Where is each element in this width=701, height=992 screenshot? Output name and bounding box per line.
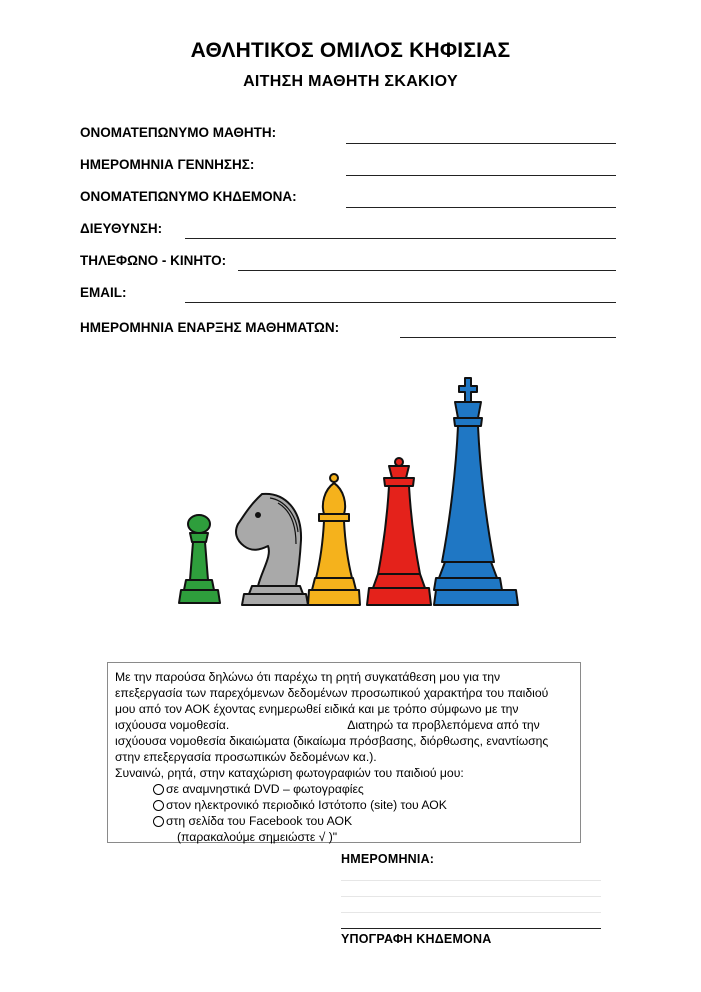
phone-label: ΤΗΛΕΦΩΝΟ - ΚΙΝΗΤΟ: [80, 253, 227, 268]
consent-note: (παρακαλούμε σημειώστε √ )" [177, 830, 338, 844]
option-circle-icon[interactable] [153, 784, 164, 795]
guardian-name-label: ΟΝΟΜΑΤΕΠΩΝΥΜΟ ΚΗΔΕΜΟΝΑ: [80, 189, 297, 204]
consent-text: Διατηρώ τα προβλεπόμενα από την [347, 718, 540, 732]
option-label: στον ηλεκτρονικό περιοδικό Ιστότοπο (site) του ΑΟΚ [166, 798, 447, 812]
address-label: ΔΙΕΥΘΥΝΣΗ: [80, 221, 163, 236]
pawn-icon [179, 515, 220, 603]
option-label: στη σελίδα του Facebook του ΑΟΚ [166, 814, 353, 828]
option-circle-icon[interactable] [153, 816, 164, 827]
consent-option-dvd[interactable] [115, 781, 580, 797]
king-icon [434, 378, 518, 605]
consent-box [107, 662, 581, 843]
consent-text: στην επεξεργασία προσωπικών δεδομένων κα.). [115, 750, 377, 764]
option-circle-icon[interactable] [153, 800, 164, 811]
consent-text: επεξεργασία των παρεχόμενων δεδομένων προσωπικού χαρακτήρα του παιδιού [115, 686, 549, 700]
consent-option-site[interactable] [115, 797, 580, 813]
signature-label: ΥΠΟΓΡΑΦΗ ΚΗΔΕΜΟΝΑ [341, 932, 492, 946]
knight-icon [236, 494, 308, 605]
start-date-label: ΗΜΕΡΟΜΗΝΙΑ ΕΝΑΡΞΗΣ ΜΑΘΗΜΑΤΩΝ: [80, 320, 340, 335]
consent-option-facebook[interactable] [115, 813, 580, 829]
consent-text: ισχύουσα νομοθεσία. [115, 718, 230, 732]
consent-text: μου από τον ΑΟΚ έχοντας ενημερωθεί ειδικά και με τρόπο σύμφωνο με την [115, 702, 519, 716]
signature-line [341, 928, 601, 929]
bishop-icon [308, 474, 360, 605]
option-label: σε αναμνηστικά DVD – φωτογραφίες [166, 782, 364, 796]
date-label: ΗΜΕΡΟΜΗΝΙΑ: [341, 852, 435, 866]
email-label: EMAIL: [80, 285, 127, 300]
date-field-line [341, 896, 601, 897]
birth-date-label: ΗΜΕΡΟΜΗΝΙΑ ΓΕΝΝΗΣΗΣ: [80, 157, 255, 172]
queen-icon [367, 458, 431, 605]
student-name-label: ΟΝΟΜΑΤΕΠΩΝΥΜΟ ΜΑΘΗΤΗ: [80, 125, 277, 140]
consent-text: Με την παρούσα δηλώνω ότι παρέχω τη ρητή συγκατάθεση μου για την [115, 670, 501, 684]
date-field[interactable] [341, 880, 601, 881]
consent-text: ισχύουσα νομοθεσία δικαιώματα (δικαίωμα πρόσβασης, διόρθωσης, εναντίωσης [115, 734, 549, 748]
consent-text: Συναινώ, ρητά, στην καταχώριση φωτογραφιών του παιδιού μου: [115, 766, 464, 780]
form-title: ΑΙΤΗΣΗ ΜΑΘΗΤΗ ΣΚΑΚΙΟΥ [243, 73, 458, 90]
signature-field[interactable] [341, 912, 601, 913]
club-title: ΑΘΛΗΤΙΚΟΣ ΟΜΙΛΟΣ ΚΗΦΙΣΙΑΣ [190, 39, 511, 62]
